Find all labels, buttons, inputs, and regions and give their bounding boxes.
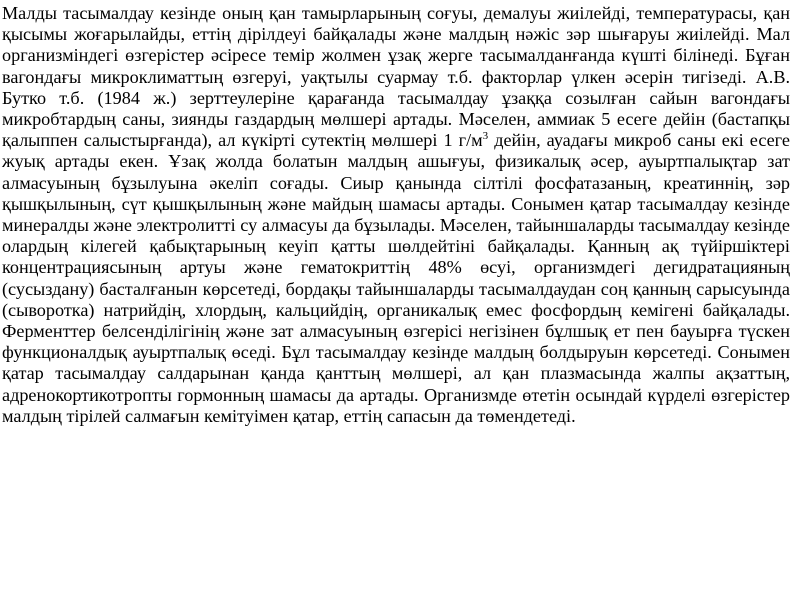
superscript-exponent: 3 [482,130,489,143]
paragraph-text-part-1: Малды тасымалдау кезінде оның қан тамырларының соғуы, демалуы жиілейді, температурасы, қан қысымы жоғарылайды, еттің дірілдеуі байқалады және малдың нәжіс зәр шығаруы жиілейді. Мал организміндегі өзгерістер әсіресе темір жолмен ұзақ жерге тасымалданғанда күшті білінеді. Бұған вагондағы микроклиматтың өзгеруі, уақтылы суармау т.б. факторлар үлкен әсерін тигізеді. А.В. Бутко т.б. (1984 ж.) зерттеулеріне қарағанда тасымалдау ұзаққа созылған сайын вагондағы микробтардың саны, зиянды газдардың мөлшері артады. Мәселен, аммиак 5 есеге дейін (бастапқы қалыппен салыстырғанда), ал күкірті сутектің мөлшері 1 г/м [2,3,790,151]
body-paragraph [2,3,790,427]
paragraph-text-part-2: дейін, ауадағы микроб саны екі есеге жуық артады екен. Ұзақ жолда болатын малдың ашығуы, физикалық әсер, ауыртпалықтар зат алмасуының бұзылуына әкеліп соғады. Сиыр қанында сілтілі фосфатазаның, креатиннің, зәр қышқылының, сүт қышқылының және майдың шамасы артады. Сонымен қатар тасымалдау кезінде минералды және электролитті су алмасуы да бұзылады. Мәселен, тайыншаларды тасымалдау кезінде олардың кілегей қабықтарының кеуіп қатты шөлдейтіні байқалады. Қанның ақ түйіршіктері концентрациясының артуы және гематокриттің 48% өсуі, организмдегі дегидратацияның (сусыздану) басталғанын көрсетеді, бордақы тайыншаларды тасымалдаудан соң қанның сарысуында (сыворотка) натрийдің, хлордың, кальцийдің, органикалық емес фосфордың кемігені байқалады. Ферменттер белсенділігінің және зат алмасуының өзгерісі негізінен бұлшық ет пен бауырға түскен функционалдық ауыртпалық өседі. Бұл тасымалдау кезінде малдың болдыруын көрсетеді. Сонымен қатар тасымалдау салдарынан қанда қанттың мөлшері, ал қан плазмасында жалпы ақзаттың, адренокортикотропты гормонның шамасы да артады. Организмде өтетін осындай күрделі өзгерістер малдың тірілей салмағын кемітуімен қатар, еттің сапасын да төмендетеді. [2,130,790,426]
